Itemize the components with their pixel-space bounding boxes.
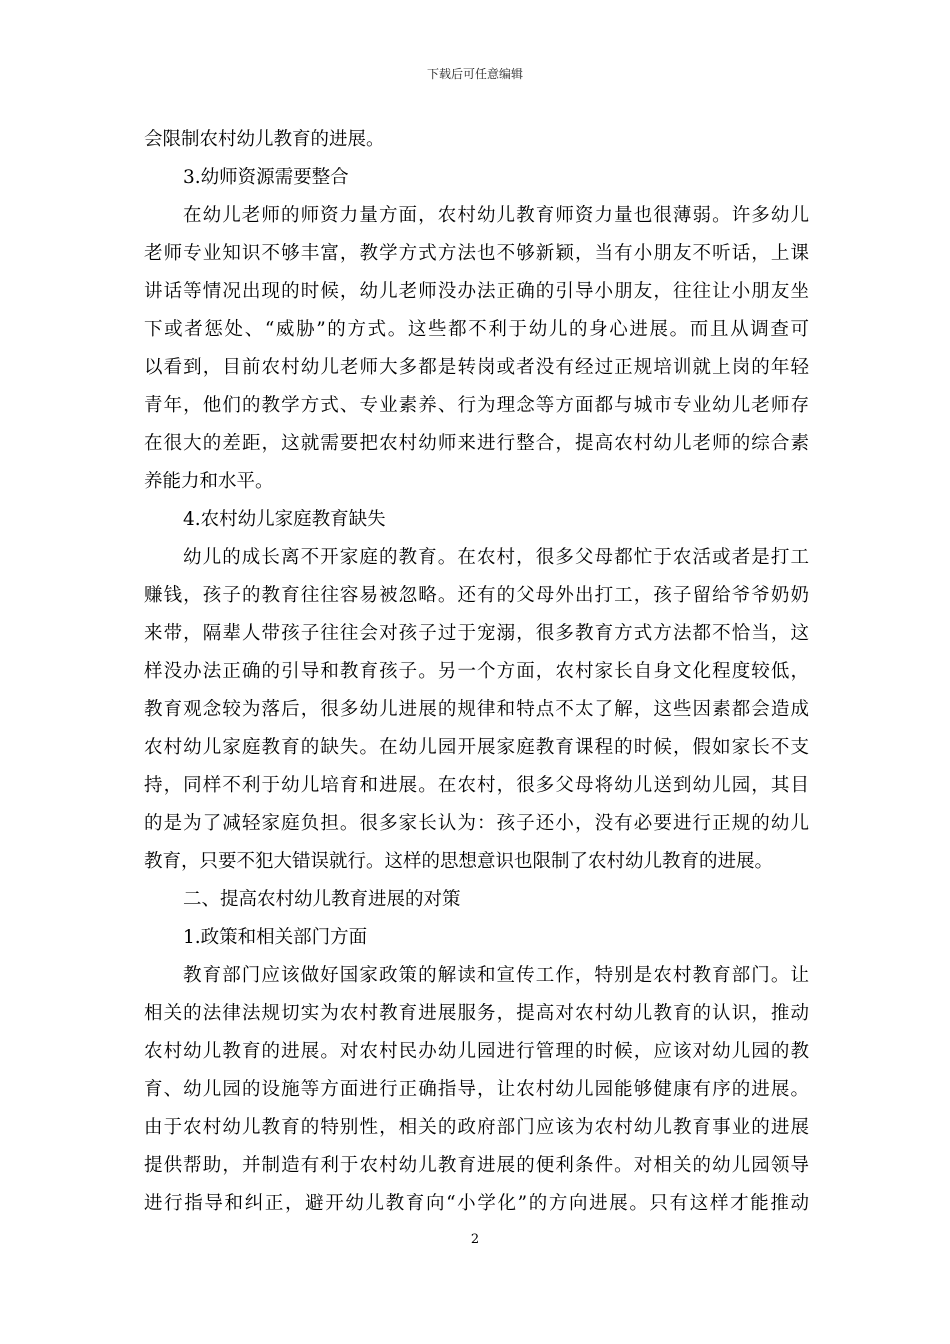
text-line: 的是为了减轻家庭负担。很多家长认为：孩子还小，没有必要进行正规的幼儿	[144, 813, 809, 834]
page-number: 2	[470, 1232, 480, 1247]
text-line: 会限制农村幼儿教育的进展。	[144, 129, 385, 150]
text-line: 持，同样不利于幼儿培育和进展。在农村，很多父母将幼儿送到幼儿园，其目	[144, 775, 809, 796]
page-header: 下载后可任意编辑	[426, 67, 523, 81]
text-line: 赚钱，孩子的教育往往容易被忽略。还有的父母外出打工，孩子留给爷爷奶奶	[144, 585, 809, 606]
text-line: 教育，只要不犯大错误就行。这样的思想意识也限制了农村幼儿教育的进展。	[144, 851, 774, 872]
text-line: 老师专业知识不够丰富，教学方式方法也不够新颖，当有小朋友不听话，上课	[144, 243, 809, 264]
heading-3	[144, 159, 809, 197]
heading-1	[144, 919, 809, 957]
heading-4	[144, 501, 809, 539]
text-line: 相关的法律法规切实为农村教育进展服务，提高对农村幼儿教育的认识，推动	[144, 1003, 809, 1024]
text-line: 青年，他们的教学方式、专业素养、行为理念等方面都与城市专业幼儿老师存	[144, 395, 809, 416]
text-line: 进行指导和纠正，避开幼儿教育向“小学化”的方向进展。只有这样才能推动	[144, 1193, 809, 1214]
text-line: 教育观念较为落后，很多幼儿进展的规律和特点不太了解，这些因素都会造成	[144, 699, 809, 720]
text-line: 教育部门应该做好国家政策的解读和宣传工作，特别是农村教育部门。让	[183, 965, 809, 986]
text-line: 4.农村幼儿家庭教育缺失	[183, 509, 386, 530]
text-line: 农村幼儿教育的进展。对农村民办幼儿园进行管理的时候，应该对幼儿园的教	[144, 1041, 809, 1062]
text-line: 育、幼儿园的设施等方面进行正确指导，让农村幼儿园能够健康有序的进展。	[144, 1079, 809, 1100]
paragraph-continuation	[144, 121, 809, 159]
text-line: 养能力和水平。	[144, 471, 274, 492]
document-body	[144, 121, 809, 1223]
paragraph-family-education	[144, 539, 809, 881]
text-line: 下或者惩处、“威胁”的方式。这些都不利于幼儿的身心进展。而且从调查可	[144, 319, 809, 340]
heading-section-2	[144, 881, 809, 919]
text-line: 在幼儿老师的师资力量方面，农村幼儿教育师资力量也很薄弱。许多幼儿	[183, 205, 809, 226]
text-line: 样没办法正确的引导和教育孩子。另一个方面，农村家长自身文化程度较低，	[144, 661, 809, 682]
text-line: 3.幼师资源需要整合	[183, 167, 349, 188]
text-line: 由于农村幼儿教育的特别性，相关的政府部门应该为农村幼儿教育事业的进展	[144, 1117, 809, 1138]
text-line: 二、提高农村幼儿教育进展的对策	[183, 889, 461, 910]
text-line: 在很大的差距，这就需要把农村幼师来进行整合，提高农村幼儿老师的综合素	[144, 433, 809, 454]
text-line: 农村幼儿家庭教育的缺失。在幼儿园开展家庭教育课程的时候，假如家长不支	[144, 737, 809, 758]
text-line: 以看到，目前农村幼儿老师大多都是转岗或者没有经过正规培训就上岗的年轻	[144, 357, 809, 378]
paragraph-policy	[144, 957, 809, 1223]
text-line: 讲话等情况出现的时候，幼儿老师没办法正确的引导小朋友，往往让小朋友坐	[144, 281, 809, 302]
text-line: 1.政策和相关部门方面	[183, 927, 368, 948]
text-line: 幼儿的成长离不开家庭的教育。在农村，很多父母都忙于农活或者是打工	[183, 547, 809, 568]
text-line: 提供帮助，并制造有利于农村幼儿教育进展的便利条件。对相关的幼儿园领导	[144, 1155, 809, 1176]
text-line: 来带，隔辈人带孩子往往会对孩子过于宠溺，很多教育方式方法都不恰当，这	[144, 623, 809, 644]
paragraph-teacher-resources	[144, 197, 809, 501]
